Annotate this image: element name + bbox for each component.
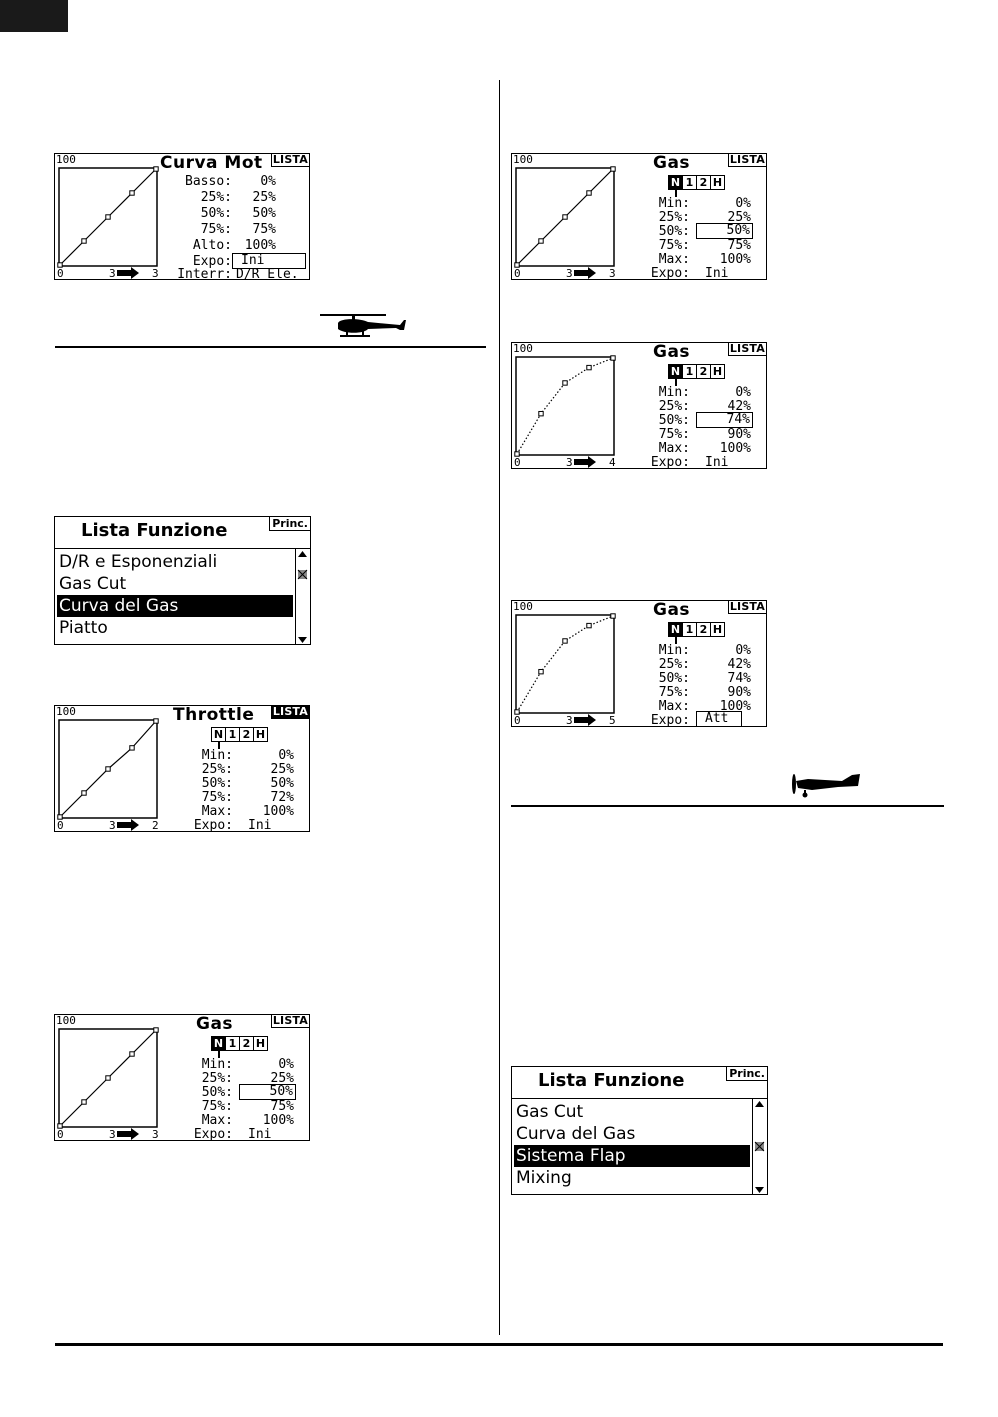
curve-point <box>82 1100 86 1104</box>
lista-button[interactable]: LISTA <box>729 153 765 166</box>
curve-point <box>587 365 591 369</box>
row-value[interactable]: 74% <box>727 671 751 686</box>
flight-mode-n[interactable]: N <box>669 365 683 378</box>
row-label: 75%: <box>201 790 233 805</box>
arrow-right-icon <box>117 819 139 831</box>
row-value[interactable]: 75% <box>727 238 751 253</box>
row-label: Max: <box>201 804 233 819</box>
row-label: 50%: <box>200 206 232 221</box>
row-value[interactable]: 0% <box>278 748 294 763</box>
row-value[interactable]: 25% <box>252 190 276 205</box>
curve-point <box>154 719 158 723</box>
flight-mode-n[interactable]: N <box>212 1037 226 1050</box>
gas-curve-screen <box>54 1014 310 1141</box>
row-label: Min: <box>658 196 690 211</box>
y-axis-max-label: 100 <box>56 705 76 718</box>
airplane-icon <box>778 772 864 798</box>
flight-mode-2[interactable]: 2 <box>697 365 711 378</box>
row-value[interactable]: 100% <box>719 699 751 714</box>
curve-line <box>517 358 613 454</box>
x-axis-right-label: 3 <box>152 267 159 280</box>
flight-mode-h[interactable]: H <box>712 365 723 378</box>
row-value-selected[interactable]: 74% <box>696 412 753 428</box>
row-label: 75%: <box>658 427 690 442</box>
row-value[interactable]: 100% <box>719 441 751 456</box>
curve-point <box>611 356 615 360</box>
menu-title: Lista Funzione <box>538 1070 685 1091</box>
function-list-menu <box>511 1066 768 1195</box>
row-value[interactable]: 50% <box>252 206 276 221</box>
gas-curve-screen <box>511 153 767 280</box>
expo-value-field[interactable]: Ini <box>232 253 306 269</box>
row-label: Min: <box>201 748 233 763</box>
curve-point <box>611 614 615 618</box>
expo-value[interactable]: Ini <box>705 266 729 281</box>
row-label: Max: <box>201 1113 233 1128</box>
row-label: 50%: <box>201 776 233 791</box>
y-axis-max-label: 100 <box>513 600 533 613</box>
curve-point <box>106 215 110 219</box>
curve-point <box>154 167 158 171</box>
row-label: Basso: <box>185 174 232 189</box>
row-label: Alto: <box>192 238 232 253</box>
curve-point <box>563 381 567 385</box>
column-divider <box>499 80 500 1335</box>
curve-point <box>563 215 567 219</box>
arrow-right-icon <box>574 267 596 279</box>
princ-button[interactable]: Princ. <box>726 1066 768 1081</box>
row-label: 25%: <box>658 399 690 414</box>
row-label: Min: <box>658 385 690 400</box>
footer-rule <box>55 1343 943 1346</box>
flight-mode-1[interactable]: 1 <box>226 1037 240 1050</box>
row-label: Min: <box>658 643 690 658</box>
x-axis-mid-label: 3 <box>566 714 573 727</box>
flight-mode-2[interactable]: 2 <box>697 176 711 189</box>
x-axis-mid-label: 3 <box>566 456 573 469</box>
curve-point <box>130 1052 134 1056</box>
row-value[interactable]: 25% <box>727 210 751 225</box>
arrow-right-icon <box>574 714 596 726</box>
row-value[interactable]: 0% <box>278 1057 294 1072</box>
row-label: 25%: <box>201 1071 233 1086</box>
flight-mode-selector[interactable] <box>668 364 725 379</box>
menu-list <box>55 548 310 647</box>
menu-item-selected[interactable]: Curva del Gas <box>57 595 293 617</box>
row-value[interactable]: 25% <box>270 1071 294 1086</box>
gas-curve-screen <box>511 342 767 469</box>
flight-mode-selector[interactable] <box>211 1036 268 1051</box>
y-axis-max-label: 100 <box>513 342 533 355</box>
flight-mode-n[interactable]: N <box>669 623 683 636</box>
menu-item-selected[interactable]: Sistema Flap <box>514 1145 750 1167</box>
scrollbar[interactable] <box>752 1099 766 1195</box>
row-label: 50%: <box>658 671 690 686</box>
y-axis-max-label: 100 <box>56 1014 76 1027</box>
flight-mode-selector[interactable] <box>668 622 725 637</box>
x-axis-left-label: 0 <box>514 714 521 727</box>
row-label: Max: <box>658 441 690 456</box>
scrollbar[interactable] <box>295 549 309 645</box>
flight-mode-1[interactable]: 1 <box>683 365 697 378</box>
x-axis-left-label: 0 <box>514 456 521 469</box>
curve-point <box>82 791 86 795</box>
x-axis-right-label: 3 <box>152 1128 159 1141</box>
x-axis-mid-label: 3 <box>109 1128 116 1141</box>
curve-point <box>154 1028 158 1032</box>
curve-point <box>611 167 615 171</box>
flight-mode-1[interactable]: 1 <box>226 728 240 741</box>
flight-mode-n[interactable]: N <box>212 728 226 741</box>
expo-value[interactable]: Ini <box>705 455 729 470</box>
row-value[interactable]: 42% <box>727 657 751 672</box>
expo-label: Expo: <box>192 254 232 269</box>
screen-title: Gas <box>653 153 691 173</box>
x-axis-right-label: 3 <box>609 267 616 280</box>
x-axis-mid-label: 3 <box>566 267 573 280</box>
flight-mode-1[interactable]: 1 <box>683 623 697 636</box>
screen-title: Gas <box>653 600 691 620</box>
curve-point <box>106 767 110 771</box>
switch-value[interactable]: D/R Ele. <box>236 267 299 282</box>
curve-point <box>82 239 86 243</box>
row-value[interactable]: 25% <box>270 762 294 777</box>
row-value[interactable]: 0% <box>735 385 751 400</box>
flight-mode-selector[interactable] <box>668 175 725 190</box>
switch-label: Interr: <box>177 267 232 282</box>
arrow-right-icon <box>574 456 596 468</box>
menu-title: Lista Funzione <box>81 520 228 541</box>
x-axis-right-label: 4 <box>609 456 616 469</box>
x-axis-left-label: 0 <box>514 267 521 280</box>
screen-title: Gas <box>653 342 691 362</box>
scroll-up-icon <box>298 551 307 557</box>
row-label: 25%: <box>658 210 690 225</box>
flight-mode-1[interactable]: 1 <box>683 176 697 189</box>
x-axis-right-label: 5 <box>609 714 616 727</box>
row-value[interactable]: 42% <box>727 399 751 414</box>
screen-title: Gas <box>196 1014 234 1034</box>
lista-button[interactable]: LISTA <box>272 705 308 718</box>
row-value-selected[interactable]: 50% <box>696 223 753 239</box>
row-label: 50%: <box>658 413 690 428</box>
row-value[interactable]: 75% <box>252 222 276 237</box>
gas-curve-screen <box>511 600 767 727</box>
row-value[interactable]: 90% <box>727 685 751 700</box>
curve-line <box>517 616 613 712</box>
page-corner-tab <box>0 0 68 32</box>
menu-list <box>512 1098 767 1197</box>
scroll-down-icon <box>298 637 307 643</box>
arrow-right-icon <box>117 1128 139 1140</box>
princ-button[interactable]: Princ. <box>269 516 311 531</box>
lista-button[interactable]: LISTA <box>729 342 765 355</box>
heli-throttle-curve-screen <box>54 153 310 280</box>
expo-label: Expo: <box>650 266 690 281</box>
menu-item[interactable]: Piatto <box>59 618 108 638</box>
section-rule <box>55 346 486 348</box>
arrow-right-icon <box>117 267 139 279</box>
row-label: Max: <box>658 699 690 714</box>
section-rule <box>511 805 944 807</box>
row-value[interactable]: 75% <box>270 1099 294 1114</box>
lista-button[interactable]: LISTA <box>729 600 765 613</box>
curve-point <box>106 1076 110 1080</box>
row-label: Min: <box>201 1057 233 1072</box>
row-label: 25%: <box>201 762 233 777</box>
row-value[interactable]: 0% <box>735 196 751 211</box>
flight-mode-h[interactable]: H <box>255 1037 266 1050</box>
scroll-up-icon <box>755 1101 764 1107</box>
row-label: 50%: <box>201 1085 233 1100</box>
lista-button[interactable]: LISTA <box>272 1014 308 1027</box>
flight-mode-n[interactable]: N <box>669 176 683 189</box>
flight-mode-h[interactable]: H <box>255 728 266 741</box>
y-axis-max-label: 100 <box>513 153 533 166</box>
curve-point <box>587 623 591 627</box>
curve-point <box>130 746 134 750</box>
flight-mode-selector[interactable] <box>211 727 268 742</box>
flight-mode-h[interactable]: H <box>712 176 723 189</box>
curve-point <box>130 191 134 195</box>
row-label: Max: <box>658 252 690 267</box>
row-label: 75%: <box>658 238 690 253</box>
row-value[interactable]: 100% <box>719 252 751 267</box>
flight-mode-2[interactable]: 2 <box>240 728 254 741</box>
flight-mode-2[interactable]: 2 <box>240 1037 254 1050</box>
menu-item[interactable]: Curva del Gas <box>516 1124 636 1144</box>
expo-value[interactable]: Ini <box>248 1127 272 1142</box>
curve-point <box>587 191 591 195</box>
menu-item[interactable]: Mixing <box>516 1168 572 1188</box>
menu-item[interactable]: D/R e Esponenziali <box>59 552 218 572</box>
x-axis-mid-label: 3 <box>109 267 116 280</box>
row-label: 25%: <box>658 657 690 672</box>
scroll-down-icon <box>755 1187 764 1193</box>
expo-label: Expo: <box>650 713 690 728</box>
expo-value[interactable]: Ini <box>248 818 272 833</box>
row-value[interactable]: 100% <box>244 238 276 253</box>
row-label: 75%: <box>201 1099 233 1114</box>
row-value[interactable]: 0% <box>735 643 751 658</box>
curve-point <box>539 669 543 673</box>
screen-title: Throttle <box>173 705 255 725</box>
menu-item[interactable]: Gas Cut <box>516 1102 584 1122</box>
x-axis-left-label: 0 <box>57 267 64 280</box>
curve-point <box>539 411 543 415</box>
row-value[interactable]: 50% <box>270 776 294 791</box>
expo-label: Expo: <box>650 455 690 470</box>
flight-mode-2[interactable]: 2 <box>697 623 711 636</box>
row-label: 75%: <box>200 222 232 237</box>
x-axis-left-label: 0 <box>57 1128 64 1141</box>
row-value[interactable]: 0% <box>260 174 276 189</box>
row-value[interactable]: 100% <box>262 804 294 819</box>
menu-item[interactable]: Gas Cut <box>59 574 127 594</box>
helicopter-icon <box>320 312 406 338</box>
row-label: 50%: <box>658 224 690 239</box>
expo-label: Expo: <box>193 1127 233 1142</box>
row-label: 25%: <box>200 190 232 205</box>
screen-title: Curva Mot <box>160 153 263 173</box>
row-label: 75%: <box>658 685 690 700</box>
row-value[interactable]: 90% <box>727 427 751 442</box>
x-axis-right-label: 2 <box>152 819 159 832</box>
row-value[interactable]: 72% <box>270 790 294 805</box>
x-axis-mid-label: 3 <box>109 819 116 832</box>
curve-point <box>563 639 567 643</box>
function-list-menu <box>54 516 311 645</box>
flight-mode-h[interactable]: H <box>712 623 723 636</box>
throttle-curve-screen <box>54 705 310 832</box>
expo-label: Expo: <box>193 818 233 833</box>
y-axis-max-label: 100 <box>56 153 76 166</box>
x-axis-left-label: 0 <box>57 819 64 832</box>
expo-value-field[interactable]: Att <box>696 711 742 727</box>
lista-button[interactable]: LISTA <box>272 153 308 166</box>
curve-point <box>539 239 543 243</box>
row-value[interactable]: 100% <box>262 1113 294 1128</box>
row-value-selected[interactable]: 50% <box>239 1084 296 1100</box>
